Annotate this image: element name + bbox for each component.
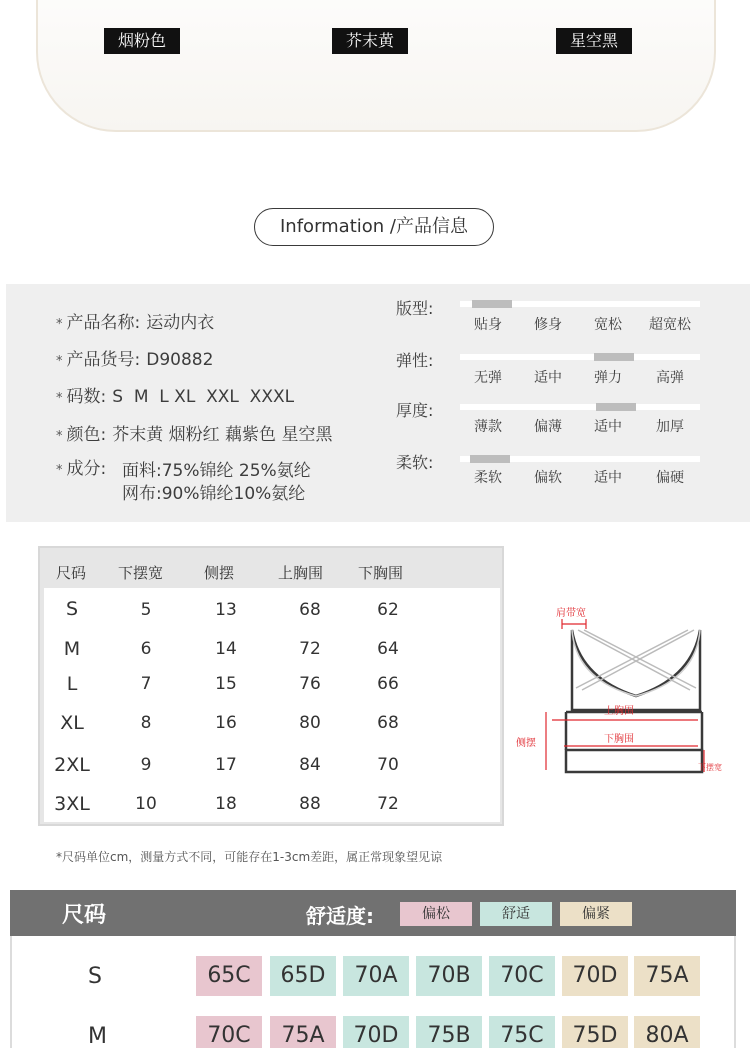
upper-bust-label: 上胸围 <box>604 706 634 717</box>
upper-bust-col-header: 上胸围 <box>278 564 324 582</box>
table-cell: L <box>66 673 78 695</box>
product-colors-label: 颜色: <box>66 425 107 445</box>
product-colors-value: 芥末黄 烟粉红 藕紫色 星空黑 <box>112 425 333 445</box>
size-col-header: 尺码 <box>56 564 87 582</box>
table-cell: 17 <box>215 755 237 775</box>
table-cell: XL <box>60 712 84 734</box>
table-cell: 72 <box>299 639 321 659</box>
product-name-label: 产品名称: <box>66 313 141 333</box>
cup-size-cell: 70C <box>489 956 555 996</box>
side-height-label: 侧摆 <box>516 738 536 749</box>
table-cell: 64 <box>377 639 399 659</box>
product-sizes-label: 码数: <box>66 387 107 407</box>
attr-thickness-marker <box>596 403 636 411</box>
attr-fit-marker <box>472 300 512 308</box>
attr-fit-option: 宽松 <box>594 317 622 333</box>
table-cell: 84 <box>299 755 321 775</box>
table-cell: 66 <box>377 674 399 694</box>
attr-fit-option: 超宽松 <box>649 317 691 333</box>
table-cell: 70 <box>377 755 399 775</box>
bullet-star-icon: * <box>56 317 63 332</box>
size-table-body <box>44 588 500 822</box>
product-sizes-line <box>56 382 294 407</box>
cup-size-cell: 65C <box>196 956 262 996</box>
product-info-panel <box>6 284 750 522</box>
hem-col-header: 下摆宽 <box>118 564 164 582</box>
side-col-header: 侧摆 <box>204 564 235 582</box>
attr-thickness-bar <box>460 404 700 410</box>
table-cell: M <box>63 638 81 660</box>
attr-elastic-marker <box>594 353 634 361</box>
product-code-value: D90882 <box>146 350 214 370</box>
table-cell: 5 <box>140 600 152 620</box>
table-cell: 76 <box>299 674 321 694</box>
table-cell: 3XL <box>54 793 90 815</box>
info-section-title: Information /产品信息 <box>254 208 494 246</box>
product-name-line <box>56 308 214 333</box>
product-composition-label: 成分: <box>66 459 107 479</box>
attr-softness-option: 适中 <box>594 470 622 486</box>
table-cell: 72 <box>377 794 399 814</box>
attr-fit-option: 贴身 <box>474 317 502 333</box>
attr-thickness-option: 偏薄 <box>534 419 562 435</box>
attr-fit-option: 修身 <box>534 317 562 333</box>
cup-size-cell: 75A <box>634 956 700 996</box>
table-cell: 9 <box>140 755 152 775</box>
legend-loose: 偏松 <box>400 902 472 926</box>
legend-fit: 舒适 <box>480 902 552 926</box>
table-cell: 10 <box>135 794 157 814</box>
comfort-row-size: M <box>88 1024 107 1048</box>
attr-softness-option: 偏硬 <box>656 470 684 486</box>
cup-size-cell: 75B <box>416 1016 482 1048</box>
color-tag-mustard[interactable]: 芥末黄 <box>332 28 408 54</box>
measurement-diagram <box>510 600 740 780</box>
size-table <box>38 546 504 826</box>
comfort-row-size: S <box>88 964 102 989</box>
attr-softness-label: 柔软: <box>396 453 434 472</box>
strap-width-label: 肩带宽 <box>556 608 586 619</box>
attr-thickness-option: 适中 <box>594 419 622 435</box>
comfort-size-header: 尺码 <box>62 903 107 928</box>
table-cell: 2XL <box>54 754 90 776</box>
attr-softness-marker <box>470 455 510 463</box>
color-tag-pink[interactable]: 烟粉色 <box>104 28 180 54</box>
attr-elastic-label: 弹性: <box>396 351 434 370</box>
table-cell: 80 <box>299 713 321 733</box>
composition-mesh: 网布:90%锦纶10%氨纶 <box>122 484 306 504</box>
product-code-line <box>56 345 213 370</box>
composition-fabric: 面料:75%锦纶 25%氨纶 <box>122 461 311 481</box>
attr-elastic-option: 无弹 <box>474 370 502 386</box>
attr-elastic-option: 高弹 <box>656 370 684 386</box>
cup-size-cell: 75A <box>270 1016 336 1048</box>
bullet-star-icon: * <box>56 391 63 406</box>
product-composition-line <box>56 454 112 479</box>
cup-size-cell: 65D <box>270 956 336 996</box>
table-cell: 88 <box>299 794 321 814</box>
attr-elastic-bar <box>460 354 700 360</box>
cup-size-cell: 75C <box>489 1016 555 1048</box>
table-cell: 13 <box>215 600 237 620</box>
product-code-label: 产品货号: <box>66 350 141 370</box>
attr-thickness-label: 厚度: <box>396 401 434 420</box>
table-cell: 7 <box>140 674 152 694</box>
table-cell: 15 <box>215 674 237 694</box>
bullet-star-icon: * <box>56 429 63 444</box>
table-cell: 16 <box>215 713 237 733</box>
attr-thickness-option: 加厚 <box>656 419 684 435</box>
attr-fit-bar <box>460 301 700 307</box>
table-cell: 68 <box>377 713 399 733</box>
comfort-table-body <box>10 936 736 1048</box>
table-cell: 62 <box>377 600 399 620</box>
product-name-value: 运动内衣 <box>146 313 215 333</box>
bullet-star-icon: * <box>56 463 63 478</box>
bra-outline-shape <box>572 630 700 710</box>
cup-size-cell: 70D <box>562 956 628 996</box>
table-cell: 68 <box>299 600 321 620</box>
table-cell: 18 <box>215 794 237 814</box>
attr-softness-option: 偏软 <box>534 470 562 486</box>
product-colors-line <box>56 420 332 445</box>
cup-size-cell: 75D <box>562 1016 628 1048</box>
comfort-table-header <box>10 890 736 936</box>
attr-softness-bar <box>460 456 700 462</box>
size-note: *尺码单位cm，测量方式不同，可能存在1-3cm差距，属正常现象望见谅 <box>56 850 443 864</box>
cup-size-cell: 70D <box>343 1016 409 1048</box>
table-cell: 14 <box>215 639 237 659</box>
cup-size-cell: 70C <box>196 1016 262 1048</box>
attr-fit-label: 版型: <box>396 299 434 318</box>
attr-elastic-option: 适中 <box>534 370 562 386</box>
cup-size-cell: 80A <box>634 1016 700 1048</box>
color-tag-black[interactable]: 星空黑 <box>556 28 632 54</box>
product-sizes-value: S M L XL XXL XXXL <box>112 387 295 407</box>
legend-tight: 偏紧 <box>560 902 632 926</box>
comfort-label: 舒适度: <box>306 904 374 928</box>
table-cell: 8 <box>140 713 152 733</box>
bra-band-shape <box>566 750 702 772</box>
cup-size-cell: 70A <box>343 956 409 996</box>
lower-bust-label: 下胸围 <box>604 734 634 745</box>
cup-size-cell: 70B <box>416 956 482 996</box>
table-cell: 6 <box>140 639 152 659</box>
color-options-card <box>36 0 716 132</box>
attr-thickness-option: 薄款 <box>474 419 502 435</box>
attr-softness-option: 柔软 <box>474 470 502 486</box>
hem-width-label: 下摆宽 <box>698 763 722 772</box>
table-cell: S <box>65 598 79 620</box>
bullet-star-icon: * <box>56 354 63 369</box>
lower-bust-col-header: 下胸围 <box>358 564 404 582</box>
bra-side-shape <box>566 712 702 750</box>
attr-elastic-option: 弹力 <box>594 370 622 386</box>
